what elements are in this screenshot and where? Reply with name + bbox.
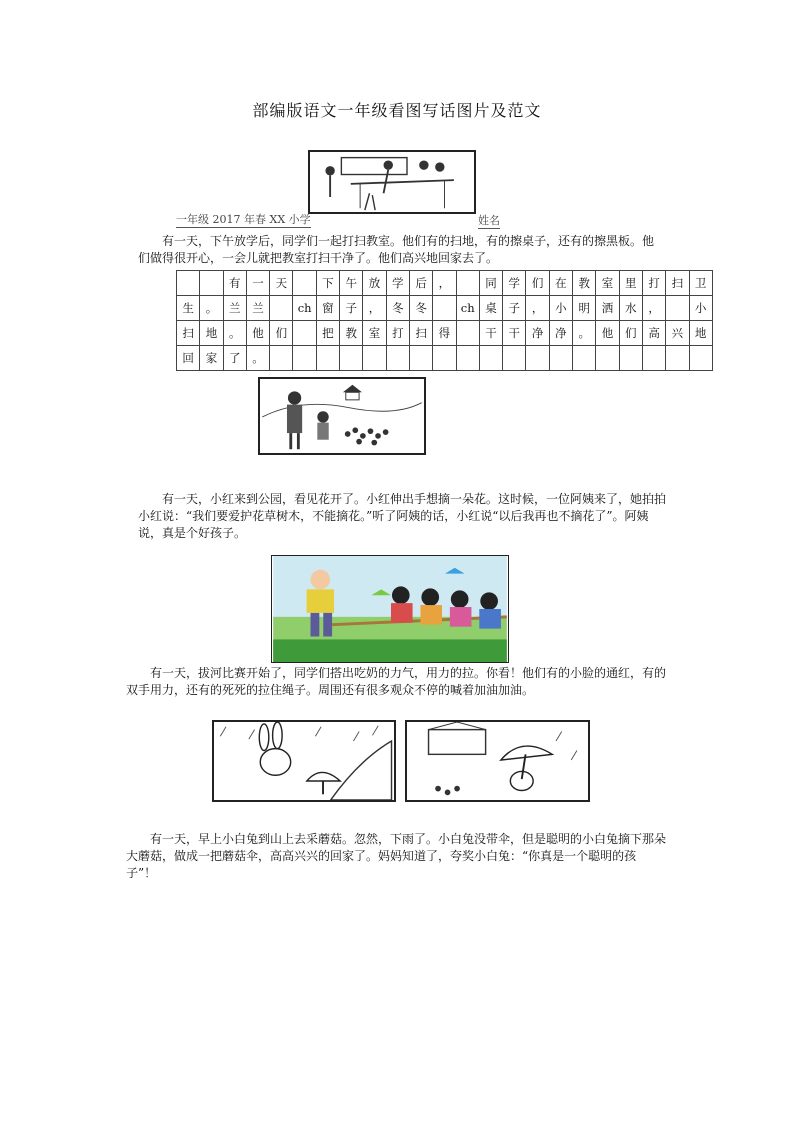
grid-cell: 生 [177, 296, 200, 321]
grid-cell: 冬 [409, 296, 432, 321]
grid-cell: 兴 [666, 321, 689, 346]
rabbit-mushroom-illustration-2 [405, 720, 590, 802]
grid-cell: 子 [340, 296, 363, 321]
grid-cell [456, 321, 479, 346]
grid-cell: 们 [526, 271, 549, 296]
grid-cell: 。 [573, 321, 596, 346]
grid-cell: 兰 [223, 296, 246, 321]
grid-cell [409, 346, 432, 371]
grid-cell: 学 [503, 271, 526, 296]
grid-cell: 教 [573, 271, 596, 296]
name-label: 姓名 [478, 214, 500, 227]
grid-cell: 打 [642, 271, 665, 296]
grid-cell: 一 [246, 271, 269, 296]
grid-cell: ， [642, 296, 665, 321]
grid-cell: 后 [409, 271, 432, 296]
essay-paragraph-4: 有一天，早上小白兔到山上去采蘑菇。忽然，下雨了。小白兔没带伞，但是聪明的小白兔摘下那朵大蘑菇，做成一把蘑菇伞，高高兴兴的回家了。妈妈知道了，夸奖小白兔：“你真是一个聪明的孩子”！ [126, 832, 667, 880]
grid-cell: 同 [479, 271, 502, 296]
grid-cell: 地 [200, 321, 223, 346]
grid-cell [177, 271, 200, 296]
grid-cell: 扫 [177, 321, 200, 346]
grid-cell [479, 346, 502, 371]
grid-cell [433, 346, 456, 371]
grid-cell: 他 [246, 321, 269, 346]
grid-cell: 他 [596, 321, 619, 346]
grid-cell [573, 346, 596, 371]
grid-cell [433, 296, 456, 321]
grid-cell: 子 [503, 296, 526, 321]
grid-cell: 午 [340, 271, 363, 296]
grid-cell: 了 [223, 346, 246, 371]
grid-cell [596, 346, 619, 371]
grid-cell: 卫 [689, 271, 712, 296]
grid-cell: 扫 [666, 271, 689, 296]
classroom-cleaning-icon [310, 152, 474, 212]
grid-row [177, 321, 713, 346]
grid-cell: 室 [596, 271, 619, 296]
grid-cell [293, 346, 316, 371]
school-text: 一年级 2017 年春 XX 小学 [176, 213, 311, 226]
grid-cell: 在 [549, 271, 572, 296]
grid-cell [200, 271, 223, 296]
grid-cell [270, 346, 293, 371]
rabbit-mushroom-icon-1 [214, 722, 394, 800]
grid-cell: 小 [689, 296, 712, 321]
grid-cell: 明 [573, 296, 596, 321]
grid-cell: 放 [363, 271, 386, 296]
grid-cell: ch [293, 296, 316, 321]
grid-cell: 下 [316, 271, 339, 296]
grid-cell [689, 346, 712, 371]
grid-cell: 兰 [246, 296, 269, 321]
grid-cell: 。 [246, 346, 269, 371]
grid-cell: 们 [270, 321, 293, 346]
grid-row [177, 271, 713, 296]
rabbit-mushroom-illustration-1 [212, 720, 396, 802]
grid-cell: 扫 [409, 321, 432, 346]
grid-cell: 窗 [316, 296, 339, 321]
grid-cell [363, 346, 386, 371]
tug-of-war-illustration [271, 555, 509, 663]
grid-cell: 。 [223, 321, 246, 346]
grid-cell: 冬 [386, 296, 409, 321]
grid-cell: ， [526, 296, 549, 321]
grid-cell: 高 [642, 321, 665, 346]
grid-cell: 天 [270, 271, 293, 296]
grid-cell: 小 [549, 296, 572, 321]
grid-cell [666, 346, 689, 371]
grid-cell: 地 [689, 321, 712, 346]
grid-cell [316, 346, 339, 371]
grid-cell: 水 [619, 296, 642, 321]
grid-cell: 净 [549, 321, 572, 346]
grid-cell [642, 346, 665, 371]
grid-cell: 教 [340, 321, 363, 346]
grid-cell: 室 [363, 321, 386, 346]
grid-cell: 洒 [596, 296, 619, 321]
grid-cell: 干 [479, 321, 502, 346]
essay-paragraph-2: 有一天，小红来到公园，看见花开了。小红伸出手想摘一朵花。这时候，一位阿姨来了，她拍拍小红说：“我们要爱护花草树木，不能摘花。”听了阿姨的话，小红说“以后我再也不摘花了”。阿姨说，真是个好孩子。 [138, 492, 667, 540]
grid-cell: 们 [619, 321, 642, 346]
grid-cell: 。 [200, 296, 223, 321]
grid-cell [293, 321, 316, 346]
grid-cell [619, 346, 642, 371]
park-flower-icon [260, 379, 424, 453]
grid-cell: ， [363, 296, 386, 321]
grid-cell: ch [456, 296, 479, 321]
grid-cell: 干 [503, 321, 526, 346]
grid-row [177, 346, 713, 371]
grid-cell: ， [433, 271, 456, 296]
grid-cell: 得 [433, 321, 456, 346]
grid-cell: 净 [526, 321, 549, 346]
grid-cell: 把 [316, 321, 339, 346]
grid-cell [526, 346, 549, 371]
grid-cell [503, 346, 526, 371]
grid-row [177, 296, 713, 321]
grid-cell: 有 [223, 271, 246, 296]
grid-cell [456, 271, 479, 296]
grid-cell: 里 [619, 271, 642, 296]
essay-paragraph-1: 有一天，下午放学后，同学们一起打扫教室。他们有的扫地，有的擦桌子，还有的擦黑板。他们做得很开心，一会儿就把教室打扫干净了。他们高兴地回家去了。 [138, 234, 655, 265]
grid-cell [386, 346, 409, 371]
grid-cell: 家 [200, 346, 223, 371]
grid-cell: 打 [386, 321, 409, 346]
grid-cell [340, 346, 363, 371]
grid-cell: 桌 [479, 296, 502, 321]
page-title: 部编版语文一年级看图写话图片及范文 [252, 101, 542, 120]
classroom-cleaning-illustration [308, 150, 476, 214]
grid-cell [293, 271, 316, 296]
school-line [176, 211, 311, 227]
grid-cell [666, 296, 689, 321]
grid-cell [456, 346, 479, 371]
writing-grid [176, 270, 713, 371]
grid-cell [549, 346, 572, 371]
park-flower-illustration [258, 377, 426, 455]
tug-of-war-icon [272, 556, 508, 662]
essay-paragraph-3: 有一天，拔河比赛开始了，同学们搭出吃奶的力气，用力的拉。你看！他们有的小脸的通红，有的双手用力，还有的死死的拉住绳子。周围还有很多观众不停的喊着加油加油。 [126, 666, 667, 697]
rabbit-mushroom-icon-2 [407, 722, 588, 800]
grid-cell: 学 [386, 271, 409, 296]
grid-cell [270, 296, 293, 321]
grid-cell: 回 [177, 346, 200, 371]
